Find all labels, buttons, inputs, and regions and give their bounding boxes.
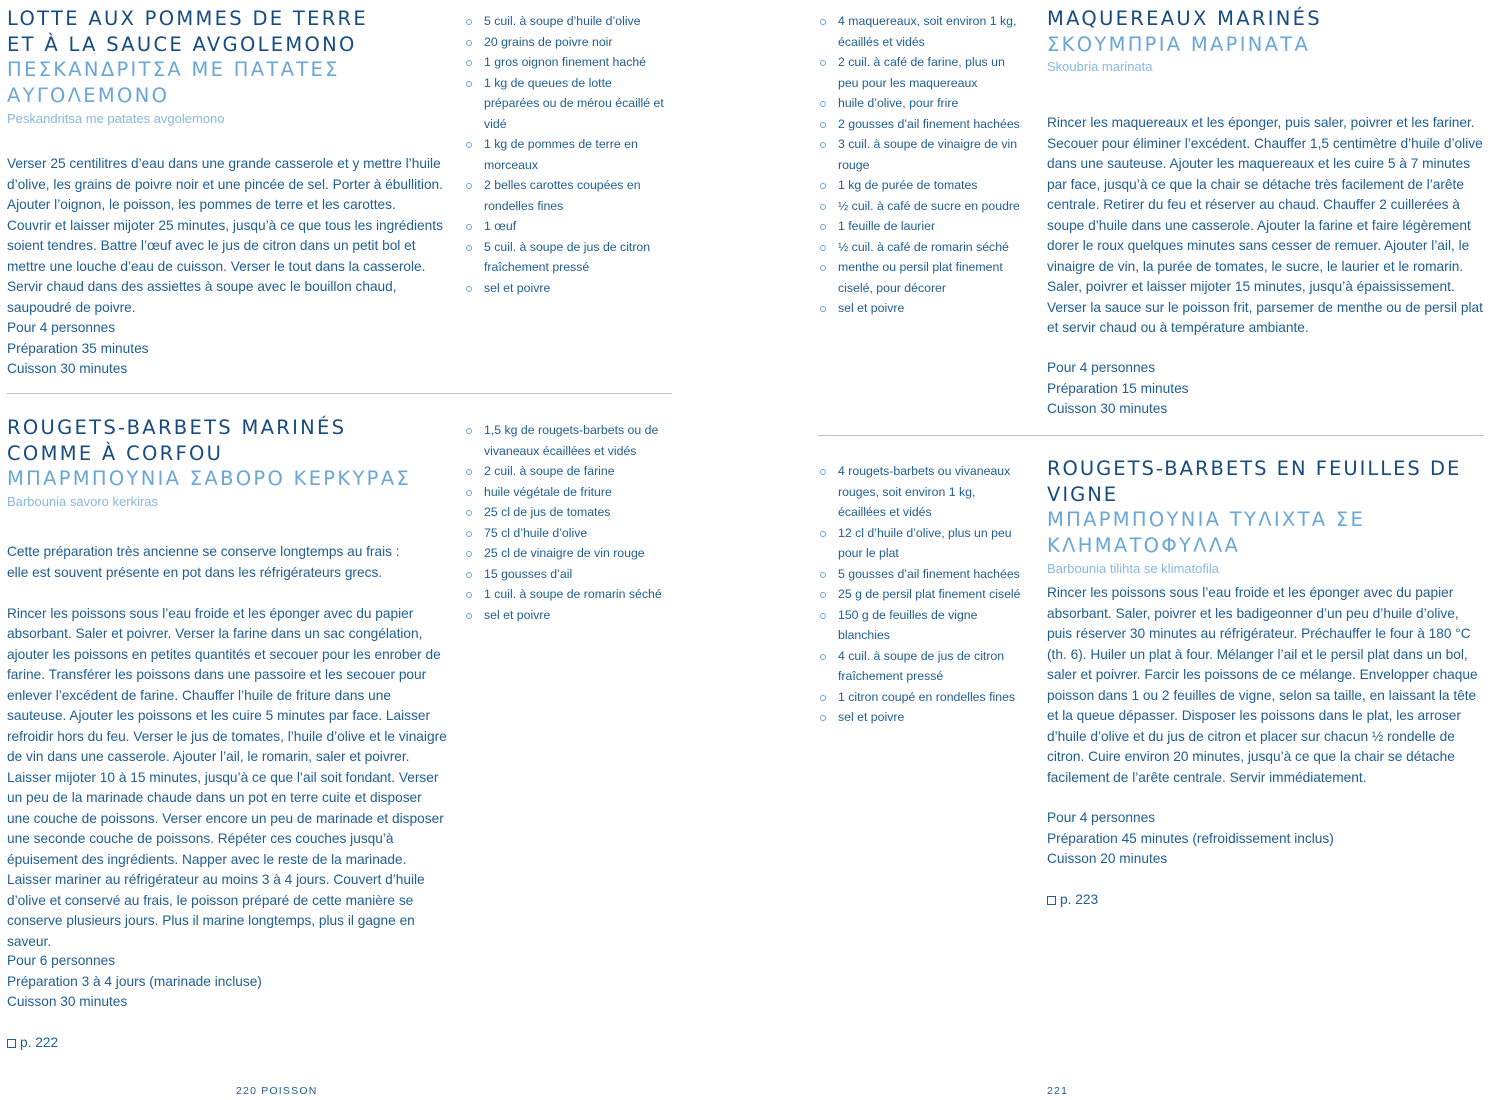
ingredient-item: 75 cl d’huile d’olive <box>466 523 676 544</box>
recipe-method <box>7 154 443 318</box>
ingredient-item: 3 cuil. à soupe de vinaigre de vin rouge <box>820 134 1025 175</box>
cook-time: Cuisson 30 minutes <box>7 361 128 376</box>
ingredient-item: 5 gousses d’ail finement hachées <box>820 564 1025 585</box>
prep-time: Préparation 45 minutes (refroidissement inclus) <box>1047 830 1334 846</box>
ingredient-item: sel et poivre <box>820 707 1025 728</box>
cook-time: Cuisson 20 minutes <box>1047 851 1168 866</box>
recipe-meta <box>7 318 427 380</box>
recipe-method <box>1047 113 1487 339</box>
ingredient-list <box>820 11 1025 319</box>
recipe-method <box>1047 583 1487 788</box>
ingredient-list <box>466 11 666 298</box>
method-text: Rincer les poissons sous l’eau froide et les éponger avec du papier absorbant. Saler et poivrer. Verser la farine dans un sac congélation, ajouter les poissons en petites quantités et secouer pour les enrober de farine. Transférer les poissons dans une passoire et les secouer pour enlever l’excédent de farine. Chauffer l’huile de friture dans une sauteuse. Ajouter les poissons et les cuire 5 minutes par face. Laisser refroidir hors du feu. Verser le jus de tomates, l’huile d’olive et le vinaigre de vin dans une casserole. Ajouter l’ail, le romarin, saler et poivrer. Laisser mijoter 10 à 15 minutes, jusqu’à ce que l’ail soit fondant. Verser un peu de la marinade chaude dans un pot en terre cuite et disposer une couche de poissons. Verser encore un peu de marinade et disposer une seconde couche de poissons. Répéter ces couches jusqu’à épuisement des ingrédients. Napper avec le reste de la marinade. Laisser mariner au réfrigérateur au moins 3 à 4 jours. Couvert d’huile d’olive et conservé au frais, le poisson préparé de cette manière se conserve plusieurs jours. Plus il marine longtemps, plus il gagne en saveur. <box>7 605 447 949</box>
ingredient-item: 1 citron coupé en rondelles fines <box>820 687 1025 708</box>
ingredient-item: 1 œuf <box>466 216 666 237</box>
recipe-transliteration: Barbounia tilihta se klimatofila <box>1047 560 1219 576</box>
page-folio: 221 <box>1047 1085 1069 1097</box>
ingredient-item: 15 gousses d’ail <box>466 564 676 585</box>
recipe-meta <box>1047 358 1467 420</box>
cook-time: Cuisson 30 minutes <box>7 994 128 1009</box>
section-divider <box>818 435 1484 436</box>
ingredient-list <box>466 420 676 625</box>
photo-ref-icon <box>1047 896 1056 905</box>
recipe-greek-title: ΚΛΗΜΑΤΟΦΥΛΛΑ <box>1047 534 1241 558</box>
ingredient-item: 4 cuil. à soupe de jus de citron fraîchement pressé <box>820 646 1025 687</box>
recipe-meta <box>1047 808 1467 870</box>
photo-ref-icon <box>7 1039 16 1048</box>
ingredient-item: 25 g de persil plat finement ciselé <box>820 584 1025 605</box>
ingredient-list <box>820 461 1025 728</box>
method-text: Verser 25 centilitres d’eau dans une grande casserole et y mettre l’huile d’olive, les grains de poivre noir et une pincée de sel. Porter à ébullition. Ajouter l’oignon, le poisson, les pommes de terre et les carottes. Couvrir et laisser mijoter 25 minutes, jusqu’à ce que tous les ingrédients soient tendres. Battre l’œuf avec le jus de citron dans un petit bol et mettre une louche d’eau de cuisson. Verser le tout dans la casserole. Servir chaud dans des assiettes à soupe avec le bouillon chaud, saupoudré de poivre. <box>7 156 443 315</box>
ingredient-item: 1 kg de purée de tomates <box>820 175 1025 196</box>
intro-text: Cette préparation très ancienne se conserve longtemps au frais : elle est souvent présente en pot dans les réfrigérateurs grecs. <box>7 544 400 580</box>
recipe-greek-title: ΠΕΣΚΑΝΔΡΙΤΣΑ ΜΕ ΠΑΤΑΤΕΣ <box>7 58 340 82</box>
ingredient-item: 25 cl de vinaigre de vin rouge <box>466 543 676 564</box>
ingredient-item: 12 cl d’huile d’olive, plus un peu pour le plat <box>820 523 1025 564</box>
recipe-meta <box>7 951 427 1013</box>
ingredient-item: 2 cuil. à café de farine, plus un peu pour les maquereaux <box>820 52 1025 93</box>
cook-time: Cuisson 30 minutes <box>1047 401 1168 416</box>
servings: Pour 4 personnes <box>1047 810 1156 825</box>
ingredient-item: 1 kg de queues de lotte préparées ou de mérou écaillé et vidé <box>466 73 666 135</box>
recipe-transliteration: Skoubria marinata <box>1047 59 1153 75</box>
page-folio: 220 POISSON <box>236 1085 318 1097</box>
recipe-title: LOTTE AUX POMMES DE TERRE <box>7 7 369 30</box>
recipe-transliteration: Barbounia savoro kerkiras <box>7 494 159 510</box>
prep-time: Préparation 35 minutes <box>7 340 149 356</box>
recipe-greek-title: ΜΠΑΡΜΠΟΥΝΙΑ ΣΑΒΟΡΟ ΚΕΡΚΥΡΑΣ <box>7 467 411 491</box>
ingredient-item: 5 cuil. à soupe de jus de citron fraîchement pressé <box>466 237 666 278</box>
ingredient-item: 4 maquereaux, soit environ 1 kg, écaillés et vidés <box>820 11 1025 52</box>
ingredient-item: 1 kg de pommes de terre en morceaux <box>466 134 666 175</box>
page-reference[interactable] <box>1047 890 1098 911</box>
section-divider <box>7 393 672 394</box>
ingredient-item: 20 grains de poivre noir <box>466 32 666 53</box>
recipe-title: ROUGETS-BARBETS MARINÉS <box>7 416 347 439</box>
ingredient-item: 2 belles carottes coupées en rondelles fines <box>466 175 666 216</box>
ingredient-item: 1,5 kg de rougets-barbets ou de vivaneaux écaillées et vidés <box>466 420 676 461</box>
ingredient-item: 4 rougets-barbets ou vivaneaux rouges, soit environ 1 kg, écaillées et vidés <box>820 461 1025 523</box>
recipe-method <box>7 542 447 952</box>
ingredient-item: 2 gousses d’ail finement hachées <box>820 114 1025 135</box>
ingredient-item: huile végétale de friture <box>466 482 676 503</box>
servings: Pour 4 personnes <box>1047 360 1156 375</box>
ingredient-item: menthe ou persil plat finement ciselé, pour décorer <box>820 257 1025 298</box>
servings: Pour 6 personnes <box>7 953 116 968</box>
ingredient-item: 1 gros oignon finement haché <box>466 52 666 73</box>
ingredient-item: sel et poivre <box>466 605 676 626</box>
page-ref-label: p. 223 <box>1060 892 1099 907</box>
page-reference[interactable] <box>7 1033 58 1054</box>
ingredient-item: 150 g de feuilles de vigne blanchies <box>820 605 1025 646</box>
prep-time: Préparation 15 minutes <box>1047 380 1189 396</box>
ingredient-item: 25 cl de jus de tomates <box>466 502 676 523</box>
recipe-title: ET À LA SAUCE AVGOLEMONO <box>7 32 357 56</box>
ingredient-item: 2 cuil. à soupe de farine <box>466 461 676 482</box>
recipe-greek-title: ΑΥΓΟΛΕΜΟΝΟ <box>7 84 170 108</box>
servings: Pour 4 personnes <box>7 320 116 335</box>
ingredient-item: sel et poivre <box>820 298 1025 319</box>
ingredient-item: sel et poivre <box>466 278 666 299</box>
recipe-transliteration: Peskandritsa me patates avgolemono <box>7 110 225 126</box>
recipe-title: COMME À CORFOU <box>7 441 224 465</box>
ingredient-item: 5 cuil. à soupe d’huile d’olive <box>466 11 666 32</box>
ingredient-item: ½ cuil. à café de sucre en poudre <box>820 196 1025 217</box>
page-ref-label: p. 222 <box>20 1035 59 1050</box>
recipe-title: MAQUEREAUX MARINÉS <box>1047 7 1322 30</box>
recipe-title: ROUGETS-BARBETS EN FEUILLES DE VIGNE <box>1047 457 1462 506</box>
recipe-greek-title: ΜΠΑΡΜΠΟΥΝΙΑ ΤΥΛΙΧΤΑ ΣΕ <box>1047 508 1366 532</box>
recipe-greek-title: ΣΚΟΥΜΠΡΙΑ ΜΑΡΙΝΑΤΑ <box>1047 32 1311 56</box>
method-text: Rincer les poissons sous l’eau froide et les éponger avec du papier absorbant. Saler, poivrer et les badigeonner d’un peu d’huile d’olive, puis réserver 30 minutes au réfrigérateur. Préchauffer le four à 180 °C (th. 6). Huiler un plat à four. Mélanger l’ail et le persil plat dans un bol, saler et poivrer. Farcir les poissons de ce mélange. Envelopper chaque poisson dans 1 ou 2 feuilles de vigne, selon sa taille, en laissant la tête et la queue dépasser. Disposer les poissons dans le plat, les arroser d’huile d’olive et du jus de citron et placer sur chacun ½ rondelle de citron. Cuire environ 20 minutes, jusqu’à ce que la chair se détache facilement de l’arête centrale. Servir immédiatement. <box>1047 585 1478 785</box>
prep-time: Préparation 3 à 4 jours (marinade incluse) <box>7 973 262 989</box>
ingredient-item: ½ cuil. à café de romarin séché <box>820 237 1025 258</box>
ingredient-item: 1 feuille de laurier <box>820 216 1025 237</box>
ingredient-item: huile d’olive, pour frire <box>820 93 1025 114</box>
method-text: Rincer les maquereaux et les éponger, puis saler, poivrer et les fariner. Secouer pour éliminer l’excédent. Chauffer 1,5 centimètre d’huile d’olive dans une sauteuse. Ajouter les maquereaux et les cuire 5 à 7 minutes par face, jusqu’à ce que la chair se détache très facilement de l’arête centrale. Retirer du feu et réserver au chaud. Chauffer 2 cuillerées à soupe d’huile dans une casserole. Ajouter la farine et faire légèrement dorer le roux quelques minutes sans cesser de remuer. Ajouter l’ail, le vinaigre de vin, la purée de tomates, le sucre, le laurier et le romarin. Saler, poivrer et laisser mijoter 15 minutes, jusqu’à épaississement. Verser la sauce sur le poisson frit, parsemer de menthe ou de persil plat et servir chaud ou à température ambiante. <box>1047 115 1483 335</box>
ingredient-item: 1 cuil. à soupe de romarin séché <box>466 584 676 605</box>
